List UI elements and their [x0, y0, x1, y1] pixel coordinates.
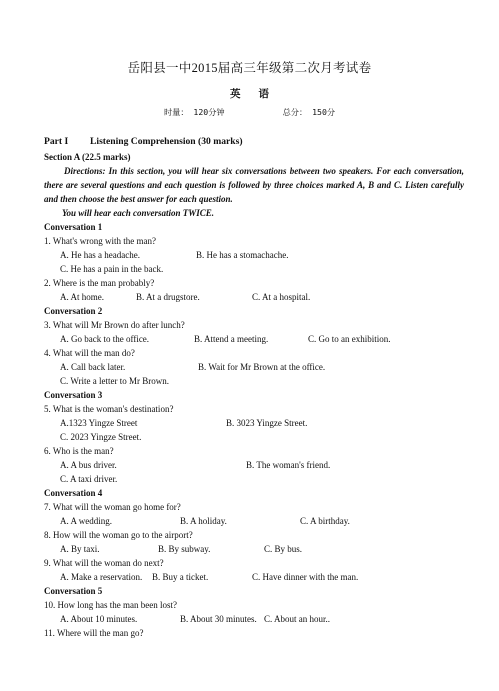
options-row	[44, 430, 464, 444]
part-name: Part I	[44, 136, 69, 147]
question-text: 10. How long has the man been lost?	[44, 600, 177, 610]
exam-content	[44, 135, 464, 640]
question-text: 11. Where will the man go?	[44, 628, 144, 638]
options-row	[44, 374, 464, 388]
exam-title: 岳阳县一中2015届高三年级第二次月考试卷	[127, 61, 372, 75]
answer-option[interactable]: C. Have dinner with the man.	[252, 572, 359, 582]
exam-meta	[0, 107, 499, 118]
answer-option[interactable]: C. Go to an exhibition.	[308, 334, 391, 344]
time-label: 时量： 120分钟	[163, 107, 225, 117]
conversation-heading: Conversation 5	[44, 586, 103, 596]
question-text: 6. Who is the man?	[44, 446, 114, 456]
options-row	[44, 290, 464, 304]
answer-option[interactable]: A. Make a reservation.	[60, 572, 143, 582]
options-row	[44, 332, 464, 346]
directions-text: In this section, you will hear six conversations between two speakers. For each conversation, there are several questions and each question is followed by three choices marked A, B and C. Listen carefully and then choose the best answer for each question.	[44, 166, 465, 204]
question-text: 1. What's wrong with the man?	[44, 236, 156, 246]
answer-option[interactable]: A.1323 Yingze Street	[60, 418, 138, 428]
answer-option[interactable]: C. At a hospital.	[252, 292, 311, 302]
answer-option[interactable]: A. By taxi.	[60, 544, 100, 554]
answer-option[interactable]: A. Go back to the office.	[60, 334, 150, 344]
answer-option[interactable]: C. A taxi driver.	[60, 474, 118, 484]
options-row	[44, 416, 464, 430]
score-label: 总分： 150分	[282, 107, 336, 117]
question-text: 7. What will the woman go home for?	[44, 502, 181, 512]
answer-option[interactable]: A. Call back later.	[60, 362, 126, 372]
question-text: 8. How will the woman go to the airport?	[44, 530, 193, 540]
options-row	[44, 360, 464, 374]
options-row	[44, 612, 464, 626]
question-text: 4. What will the man do?	[44, 348, 135, 358]
answer-option[interactable]: B. Attend a meeting.	[194, 334, 269, 344]
question-text: 3. What will Mr Brown do after lunch?	[44, 320, 185, 330]
answer-option[interactable]: C. He has a pain in the back.	[60, 264, 164, 274]
answer-option[interactable]: B. 3023 Yingze Street.	[226, 418, 308, 428]
exam-subject: 英语	[230, 89, 287, 100]
question-text: 5. What is the woman's destination?	[44, 404, 174, 414]
directions-note: You will hear each conversation TWICE.	[62, 208, 215, 218]
conversation-list	[44, 220, 464, 640]
answer-option[interactable]: C. 2023 Yingze Street.	[60, 432, 142, 442]
conversation-heading: Conversation 3	[44, 390, 103, 400]
answer-option[interactable]: A. A wedding.	[60, 516, 113, 526]
answer-option[interactable]: B. The woman's friend.	[246, 460, 331, 470]
conversation-heading: Conversation 4	[44, 488, 103, 498]
directions-label: Directions:	[64, 166, 106, 176]
answer-option[interactable]: A. A bus driver.	[60, 460, 117, 470]
answer-option[interactable]: C. A birthday.	[300, 516, 350, 526]
options-row	[44, 458, 464, 472]
answer-option[interactable]: C. Write a letter to Mr Brown.	[60, 376, 169, 386]
section-heading: Section A (22.5 marks)	[44, 152, 131, 162]
answer-option[interactable]: B. He has a stomachache.	[196, 250, 289, 260]
options-row	[44, 472, 464, 486]
answer-option[interactable]: B. About 30 minutes.	[180, 614, 257, 624]
answer-option[interactable]: B. At a drugstore.	[136, 292, 200, 302]
options-row	[44, 248, 464, 262]
answer-option[interactable]: C. By bus.	[264, 544, 303, 554]
options-row	[44, 570, 464, 584]
part-title: Listening Comprehension (30 marks)	[90, 136, 243, 147]
part-heading	[44, 135, 464, 149]
answer-option[interactable]: B. A holiday.	[180, 516, 227, 526]
answer-option[interactable]: C. About an hour..	[264, 614, 331, 624]
answer-option[interactable]: B. Wait for Mr Brown at the office.	[198, 362, 326, 372]
answer-option[interactable]: B. Buy a ticket.	[152, 572, 209, 582]
answer-option[interactable]: B. By subway.	[158, 544, 211, 554]
directions	[44, 164, 464, 206]
conversation-heading: Conversation 1	[44, 222, 103, 232]
answer-option[interactable]: A. He has a headache.	[60, 250, 140, 260]
answer-option[interactable]: A. About 10 minutes.	[60, 614, 138, 624]
options-row	[44, 514, 464, 528]
question-text: 9. What will the woman do next?	[44, 558, 164, 568]
question-text: 2. Where is the man probably?	[44, 278, 155, 288]
conversation-heading: Conversation 2	[44, 306, 103, 316]
options-row	[44, 262, 464, 276]
answer-option[interactable]: A. At home.	[60, 292, 104, 302]
options-row	[44, 542, 464, 556]
